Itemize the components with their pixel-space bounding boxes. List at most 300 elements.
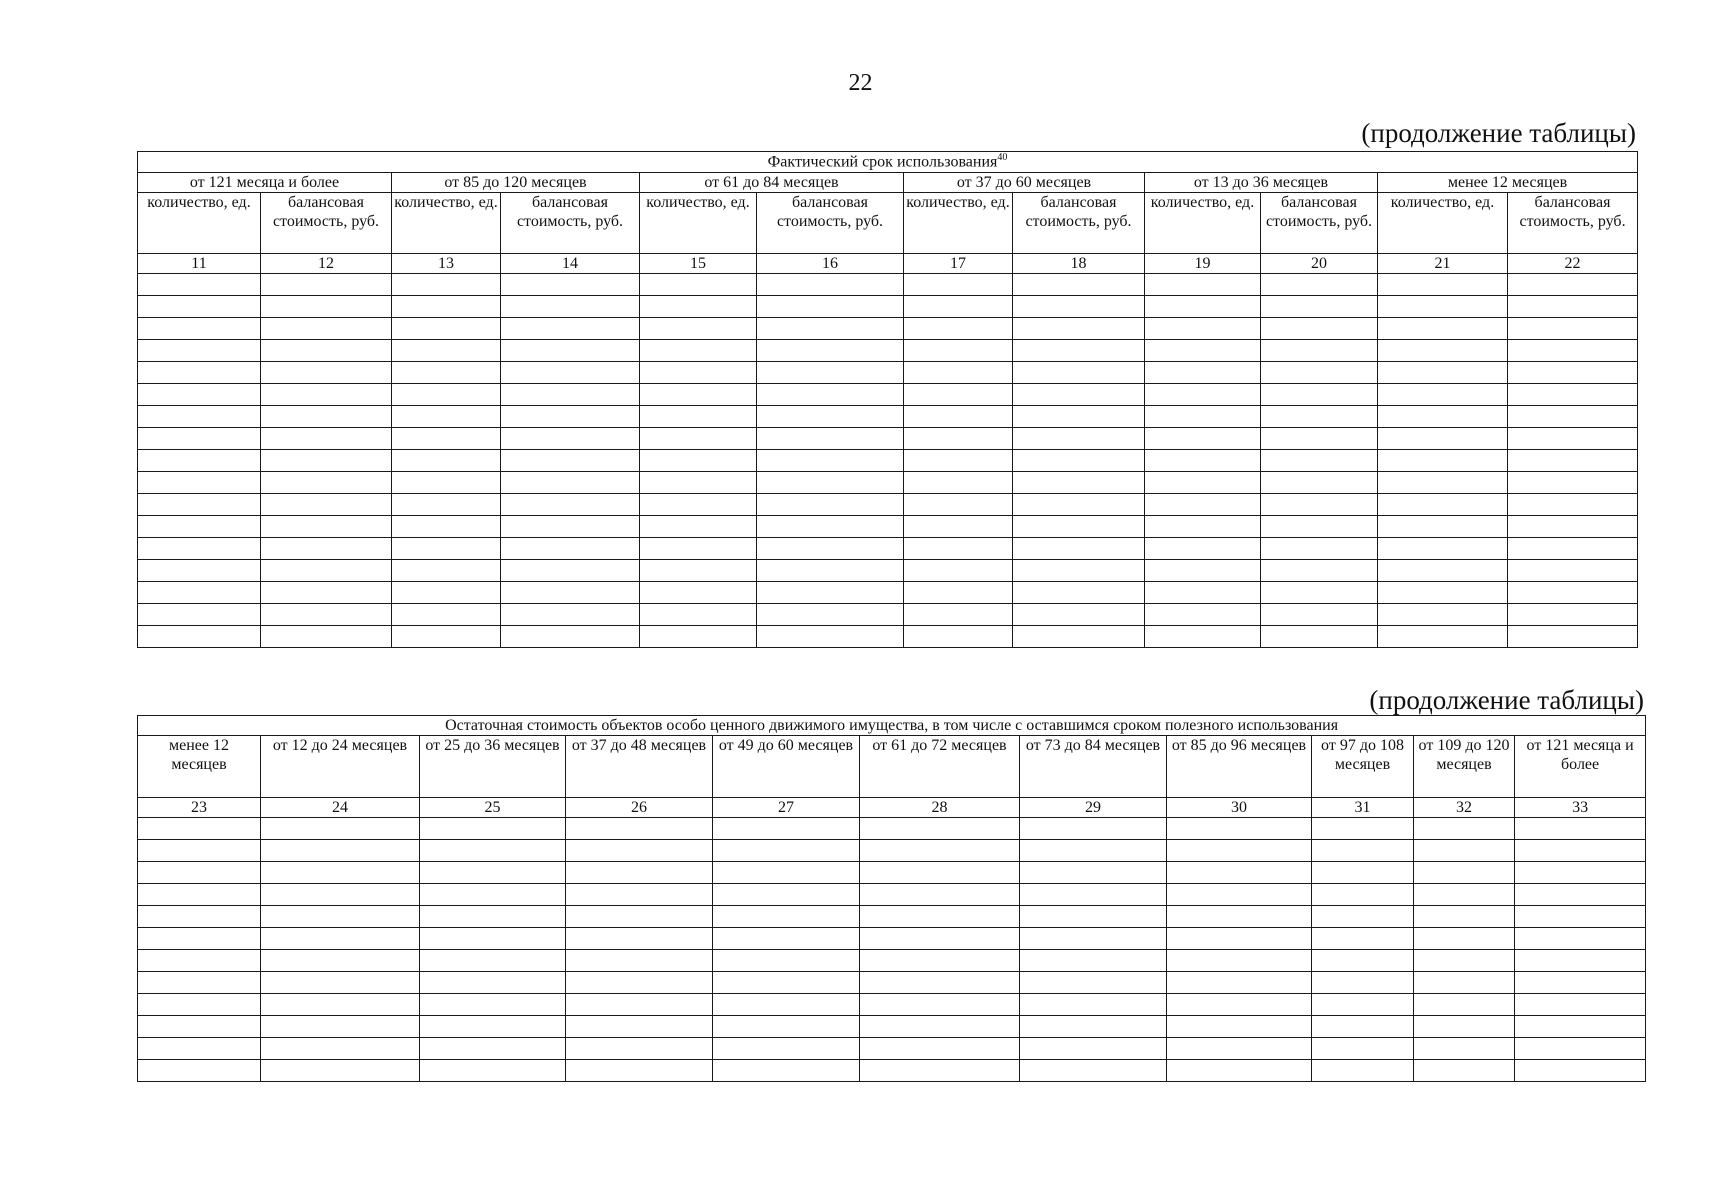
table2-cell [1167, 928, 1312, 950]
table1-cell [640, 581, 757, 603]
table1-cell [138, 295, 261, 317]
table1-title: Фактический срок использования [767, 153, 998, 171]
table1-cell [1508, 273, 1638, 295]
table1-cell [1261, 471, 1378, 493]
table2-cell [1414, 928, 1515, 950]
table2-cell [1167, 862, 1312, 884]
table1-cell [640, 317, 757, 339]
table1-cell [640, 493, 757, 515]
table1-cell [1261, 581, 1378, 603]
table1-cell [1013, 339, 1145, 361]
table1-row [138, 537, 1638, 559]
table1-cell [1261, 515, 1378, 537]
table1-row [138, 559, 1638, 581]
table1-cell [392, 471, 501, 493]
table1-cell [1145, 295, 1261, 317]
table1-cell [501, 273, 640, 295]
table1-row [138, 317, 1638, 339]
table2-cell [566, 972, 713, 994]
table1-cell [1145, 559, 1261, 581]
table2-cell [1414, 818, 1515, 840]
table1-cell [501, 581, 640, 603]
table2-cell [713, 928, 860, 950]
table2-cell [1020, 950, 1167, 972]
table1-cell [392, 581, 501, 603]
table2-cell [420, 1060, 566, 1082]
table2-cell [1167, 884, 1312, 906]
table1-row [138, 449, 1638, 471]
table1-cell [392, 449, 501, 471]
table1-cell [392, 603, 501, 625]
table1-cell [501, 537, 640, 559]
table2-cell [1312, 928, 1414, 950]
table1-cell [138, 471, 261, 493]
table1-cell [1261, 537, 1378, 559]
table2-cell [713, 884, 860, 906]
table1-cell [1261, 317, 1378, 339]
table1-cell [501, 427, 640, 449]
table1-cell [1508, 581, 1638, 603]
table1-cell [640, 383, 757, 405]
table1-cell [1378, 273, 1508, 295]
table1-cell [640, 559, 757, 581]
table2-cell [860, 928, 1020, 950]
table1-group-header: от 61 до 84 месяцев [640, 172, 904, 192]
table1-cell [1378, 339, 1508, 361]
table1-cell [1261, 361, 1378, 383]
table2-cell [1312, 884, 1414, 906]
table1-footnote-mark: 40 [997, 152, 1008, 163]
table2-cell [261, 994, 420, 1016]
table2-cell [1020, 928, 1167, 950]
table1-cell [757, 493, 904, 515]
table2-cell [1515, 972, 1646, 994]
residual-value-table [137, 715, 1646, 1082]
table1-cell [1013, 603, 1145, 625]
table1-cell [1261, 295, 1378, 317]
table2-cell [261, 1016, 420, 1038]
table1-column-number: 12 [261, 253, 392, 273]
table1-cell [1508, 317, 1638, 339]
table2-row [138, 1038, 1646, 1060]
table2-row [138, 928, 1646, 950]
table1-cell [904, 449, 1013, 471]
table1-cell [904, 581, 1013, 603]
table1-cell [904, 471, 1013, 493]
table1-cell [138, 515, 261, 537]
table1-column-number: 22 [1508, 253, 1638, 273]
table2-cell [138, 862, 261, 884]
table1-cell [1145, 581, 1261, 603]
table1-cell [261, 603, 392, 625]
table2-cell [1020, 818, 1167, 840]
table1-row [138, 581, 1638, 603]
table2-cell [261, 950, 420, 972]
table2-cell [1167, 972, 1312, 994]
table1-cell [1261, 383, 1378, 405]
table1-cell [1145, 493, 1261, 515]
table2-cell [138, 972, 261, 994]
table1-cell [757, 273, 904, 295]
table2-column-number: 32 [1414, 798, 1515, 818]
table1-cell [1378, 449, 1508, 471]
table1-cell [1145, 405, 1261, 427]
table1-cell [757, 405, 904, 427]
table2-cell [860, 1016, 1020, 1038]
table2-cell [1515, 1038, 1646, 1060]
table2-cell [1515, 818, 1646, 840]
table1-cell [501, 383, 640, 405]
table2-column-header: от 49 до 60 месяцев [713, 736, 860, 798]
table1-cell [1378, 625, 1508, 647]
table2-column-number: 28 [860, 798, 1020, 818]
table1-cell [640, 449, 757, 471]
table1-cell [1145, 515, 1261, 537]
table2-column-header: от 109 до 120 месяцев [1414, 736, 1515, 798]
table1-row [138, 493, 1638, 515]
table1-cell [501, 449, 640, 471]
table1-cell [1378, 559, 1508, 581]
table2-column-header: от 121 месяца и более [1515, 736, 1646, 798]
table1-group-header: менее 12 месяцев [1378, 172, 1638, 192]
table1-column-number: 20 [1261, 253, 1378, 273]
table1-column-header: количество, ед. [1378, 192, 1508, 253]
table1-cell [1145, 471, 1261, 493]
table2-cell [1515, 1016, 1646, 1038]
table1-column-number: 17 [904, 253, 1013, 273]
table1-cell [1508, 493, 1638, 515]
table1-cell [1013, 383, 1145, 405]
table2-cell [1312, 1038, 1414, 1060]
table2-cell [420, 1016, 566, 1038]
table1-cell [1013, 427, 1145, 449]
table1-cell [640, 295, 757, 317]
table1-cell [757, 625, 904, 647]
table1-column-number: 14 [501, 253, 640, 273]
table2-cell [566, 1016, 713, 1038]
table2-cell [1414, 950, 1515, 972]
table1-cell [501, 559, 640, 581]
table1-cell [640, 625, 757, 647]
table1-cell [138, 427, 261, 449]
table1-cell [1013, 625, 1145, 647]
table1-cell [1508, 603, 1638, 625]
table1-cell [501, 405, 640, 427]
table2-cell [713, 1016, 860, 1038]
table1-cell [1508, 559, 1638, 581]
table2-cell [420, 972, 566, 994]
table2-cell [261, 1060, 420, 1082]
table2-cell [860, 884, 1020, 906]
table1-cell [138, 361, 261, 383]
table2-cell [860, 1060, 1020, 1082]
table1-cell [138, 625, 261, 647]
table1-cell [1013, 405, 1145, 427]
table1-cell [501, 493, 640, 515]
continuation-label-bottom: (продолжение таблицы) [1369, 685, 1644, 715]
table1-cell [261, 273, 392, 295]
table1-cell [640, 361, 757, 383]
table2-row [138, 906, 1646, 928]
table2-cell [566, 994, 713, 1016]
table1-cell [904, 427, 1013, 449]
table1-cell [261, 427, 392, 449]
table2-row [138, 994, 1646, 1016]
table2-column-number: 25 [420, 798, 566, 818]
table2-column-header: от 61 до 72 месяцев [860, 736, 1020, 798]
table2-cell [261, 884, 420, 906]
table2-cell [1020, 862, 1167, 884]
table2-cell [1312, 1016, 1414, 1038]
table2-cell [1515, 1060, 1646, 1082]
table2-row [138, 950, 1646, 972]
table1-cell [392, 339, 501, 361]
table1-cell [261, 339, 392, 361]
table1-cell [1378, 383, 1508, 405]
table1-cell [392, 295, 501, 317]
table2-cell [1167, 1038, 1312, 1060]
table2-cell [1414, 906, 1515, 928]
table1-cell [640, 339, 757, 361]
table2-cell [138, 818, 261, 840]
table1-cell [757, 559, 904, 581]
table1-cell [757, 537, 904, 559]
table1-cell [904, 603, 1013, 625]
table2-cell [261, 840, 420, 862]
table2-column-number: 29 [1020, 798, 1167, 818]
table2-column-number: 30 [1167, 798, 1312, 818]
table2-cell [566, 884, 713, 906]
table2-column-number: 26 [566, 798, 713, 818]
table1-cell [392, 427, 501, 449]
table2-cell [566, 1038, 713, 1060]
table1-cell [1378, 427, 1508, 449]
table2-cell [1167, 994, 1312, 1016]
table2-cell [420, 1038, 566, 1060]
table1-cell [1378, 493, 1508, 515]
table1-column-number: 19 [1145, 253, 1261, 273]
table2-cell [1414, 972, 1515, 994]
table1-group-header: от 37 до 60 месяцев [904, 172, 1145, 192]
table2-cell [1312, 972, 1414, 994]
table1-cell [1508, 471, 1638, 493]
table2-cell [860, 1038, 1020, 1060]
table2-cell [713, 862, 860, 884]
table1-cell [1378, 515, 1508, 537]
table1-cell [1145, 273, 1261, 295]
table2-cell [1020, 1016, 1167, 1038]
table1-cell [640, 515, 757, 537]
table2-cell [1167, 950, 1312, 972]
table2-cell [860, 950, 1020, 972]
table1-cell [1378, 295, 1508, 317]
table2-cell [860, 906, 1020, 928]
table1-cell [1145, 427, 1261, 449]
table1-column-header: количество, ед. [138, 192, 261, 253]
table1-cell [904, 317, 1013, 339]
table1-cell [904, 295, 1013, 317]
table2-cell [1020, 994, 1167, 1016]
table1-cell [1013, 537, 1145, 559]
table1-cell [1145, 339, 1261, 361]
table1-cell [501, 317, 640, 339]
table2-cell [566, 906, 713, 928]
table1-cell [501, 361, 640, 383]
table1-cell [261, 581, 392, 603]
table1-column-number: 16 [757, 253, 904, 273]
table1-cell [640, 273, 757, 295]
table2-cell [566, 818, 713, 840]
table2-cell [138, 884, 261, 906]
table1-cell [1508, 383, 1638, 405]
table2-cell [1414, 1060, 1515, 1082]
table2-cell [566, 862, 713, 884]
table1-cell [1508, 427, 1638, 449]
table1-cell [904, 405, 1013, 427]
table1-cell [138, 339, 261, 361]
table2-cell [860, 994, 1020, 1016]
table2-cell [1167, 1016, 1312, 1038]
table2-row [138, 862, 1646, 884]
table1-cell [757, 295, 904, 317]
page-number: 22 [848, 70, 873, 96]
table2-cell [420, 840, 566, 862]
table1-cell [392, 317, 501, 339]
table1-cell [757, 515, 904, 537]
table1-cell [1145, 603, 1261, 625]
table2-cell [261, 928, 420, 950]
table2-cell [713, 906, 860, 928]
table1-cell [1145, 537, 1261, 559]
table1-cell [392, 493, 501, 515]
table1-cell [261, 471, 392, 493]
table2-row [138, 972, 1646, 994]
table1-column-header: балансовая стоимость, руб. [1013, 192, 1145, 253]
table1-cell [1261, 339, 1378, 361]
table1-column-header: количество, ед. [640, 192, 757, 253]
table1-column-header: балансовая стоимость, руб. [1508, 192, 1638, 253]
table2-cell [566, 1060, 713, 1082]
table1-cell [392, 559, 501, 581]
table1-cell [1013, 493, 1145, 515]
table1-cell [904, 493, 1013, 515]
table2-cell [566, 928, 713, 950]
table2-cell [138, 840, 261, 862]
table1-cell [501, 295, 640, 317]
table2-cell [1414, 1038, 1515, 1060]
table1-cell [1378, 471, 1508, 493]
table2-cell [1515, 862, 1646, 884]
table2-cell [1020, 972, 1167, 994]
table1-cell [138, 559, 261, 581]
table1-cell [1378, 405, 1508, 427]
table2-cell [1312, 994, 1414, 1016]
table1-column-header: балансовая стоимость, руб. [1261, 192, 1378, 253]
table2-row [138, 1016, 1646, 1038]
table2-column-header: от 37 до 48 месяцев [566, 736, 713, 798]
table1-cell [138, 537, 261, 559]
table1-cell [392, 405, 501, 427]
table1-row [138, 625, 1638, 647]
table1-cell [1145, 361, 1261, 383]
table2-cell [1515, 840, 1646, 862]
table2-title: Остаточная стоимость объектов особо ценного движимого имущества, в том числе с оставшимся сроком полезного использования [138, 716, 1646, 736]
table2-cell [420, 818, 566, 840]
table2-cell [860, 818, 1020, 840]
table1-title-cell [138, 152, 1638, 173]
table1-cell [261, 515, 392, 537]
table2-cell [566, 950, 713, 972]
table1-cell [392, 273, 501, 295]
table1-cell [757, 581, 904, 603]
table1-cell [501, 471, 640, 493]
table2-cell [1515, 994, 1646, 1016]
table2-column-number: 31 [1312, 798, 1414, 818]
table2-cell [1020, 840, 1167, 862]
table1-cell [138, 493, 261, 515]
table1-cell [138, 405, 261, 427]
table1-cell [138, 581, 261, 603]
table1-cell [138, 603, 261, 625]
table1-cell [757, 339, 904, 361]
table1-cell [138, 317, 261, 339]
table2-row [138, 1060, 1646, 1082]
table2-cell [1312, 950, 1414, 972]
table1-cell [1378, 361, 1508, 383]
table2-cell [1515, 906, 1646, 928]
table1-cell [1508, 449, 1638, 471]
table2-cell [261, 906, 420, 928]
table1-cell [1261, 559, 1378, 581]
table2-cell [713, 818, 860, 840]
table1-cell [1145, 449, 1261, 471]
table1-cell [1261, 603, 1378, 625]
table2-cell [1414, 862, 1515, 884]
table2-cell [1414, 840, 1515, 862]
table2-column-header: от 12 до 24 месяцев [261, 736, 420, 798]
table1-cell [640, 537, 757, 559]
table1-row [138, 383, 1638, 405]
table1-cell [1013, 361, 1145, 383]
table2-cell [420, 994, 566, 1016]
table1-cell [1508, 339, 1638, 361]
table1-cell [1508, 515, 1638, 537]
table1-cell [757, 471, 904, 493]
table1-cell [904, 383, 1013, 405]
table1-cell [904, 515, 1013, 537]
table2-column-header: менее 12 месяцев [138, 736, 261, 798]
table1-cell [1261, 405, 1378, 427]
table1-cell [1145, 317, 1261, 339]
table1-cell [1261, 493, 1378, 515]
table1-column-number: 11 [138, 253, 261, 273]
table1-cell [1013, 471, 1145, 493]
table2-cell [1414, 994, 1515, 1016]
table1-cell [261, 559, 392, 581]
table1-cell [757, 317, 904, 339]
table2-cell [1515, 884, 1646, 906]
table2-cell [566, 840, 713, 862]
table1-cell [1261, 625, 1378, 647]
table2-cell [860, 862, 1020, 884]
table2-cell [261, 1038, 420, 1060]
table2-cell [138, 928, 261, 950]
table1-cell [640, 405, 757, 427]
table2-cell [1312, 862, 1414, 884]
table2-cell [1414, 1016, 1515, 1038]
table2-cell [138, 1038, 261, 1060]
table2-cell [420, 928, 566, 950]
